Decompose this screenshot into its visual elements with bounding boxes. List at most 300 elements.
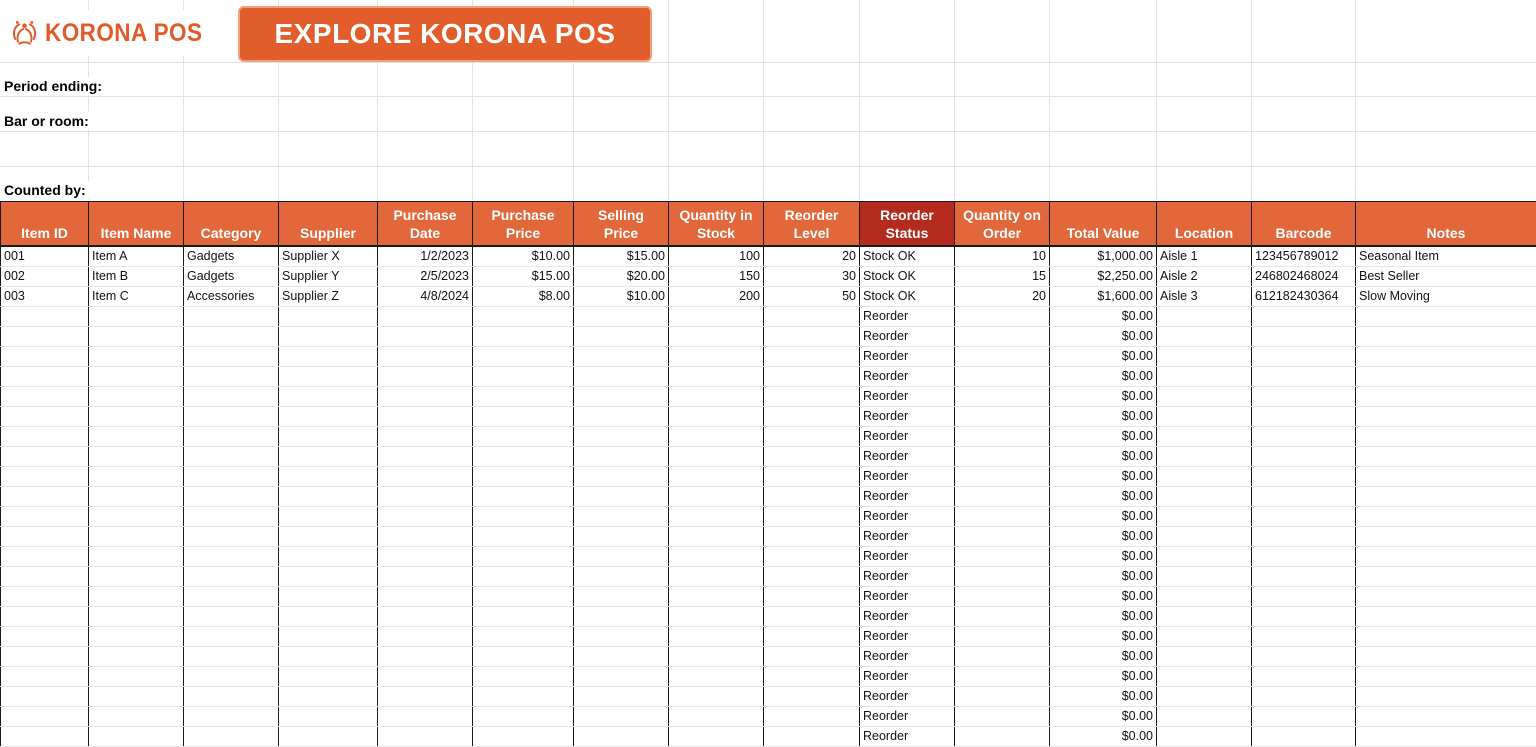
column-header-qty-stock[interactable] [669, 202, 764, 247]
cell-qty-stock[interactable] [669, 327, 764, 347]
cell-category[interactable] [184, 687, 279, 707]
cell-location[interactable] [1157, 547, 1252, 567]
cell-notes[interactable] [1356, 367, 1536, 387]
cell-purchase-date[interactable] [378, 707, 473, 727]
cell-qty-stock[interactable] [669, 547, 764, 567]
cell-total-value[interactable]: $0.00 [1050, 647, 1157, 667]
cell-item-name[interactable] [89, 547, 184, 567]
cell-purchase-price[interactable] [473, 427, 574, 447]
cell-barcode[interactable] [1252, 487, 1356, 507]
cell-qty-order[interactable] [955, 507, 1050, 527]
cell-item-id[interactable] [1, 687, 89, 707]
cell-qty-stock[interactable] [669, 667, 764, 687]
cell-purchase-date[interactable] [378, 647, 473, 667]
cell-total-value[interactable]: $0.00 [1050, 707, 1157, 727]
cell-reorder-level[interactable]: 20 [764, 246, 860, 267]
cell-category[interactable] [184, 327, 279, 347]
cell-reorder-level[interactable] [764, 727, 860, 747]
cell-qty-stock[interactable] [669, 307, 764, 327]
cell-item-name[interactable] [89, 527, 184, 547]
cell-location[interactable]: Aisle 3 [1157, 287, 1252, 307]
cell-reorder-level[interactable]: 30 [764, 267, 860, 287]
korona-pos-logo[interactable] [10, 10, 220, 56]
cell-reorder-level[interactable] [764, 367, 860, 387]
cell-supplier[interactable] [279, 427, 378, 447]
cell-item-id[interactable] [1, 347, 89, 367]
cell-location[interactable] [1157, 367, 1252, 387]
cell-qty-stock[interactable] [669, 567, 764, 587]
cell-item-id[interactable] [1, 647, 89, 667]
cell-category[interactable] [184, 387, 279, 407]
cell-total-value[interactable]: $0.00 [1050, 467, 1157, 487]
cell-location[interactable]: Aisle 2 [1157, 267, 1252, 287]
cell-barcode[interactable] [1252, 367, 1356, 387]
cell-category[interactable] [184, 527, 279, 547]
cell-reorder-status[interactable]: Reorder [860, 327, 955, 347]
cell-item-id[interactable] [1, 587, 89, 607]
cell-notes[interactable] [1356, 447, 1536, 467]
cell-selling-price[interactable] [574, 687, 669, 707]
cell-qty-order[interactable] [955, 527, 1050, 547]
cell-qty-stock[interactable] [669, 527, 764, 547]
cell-qty-order[interactable] [955, 627, 1050, 647]
cell-item-name[interactable] [89, 327, 184, 347]
cell-supplier[interactable] [279, 687, 378, 707]
cell-selling-price[interactable] [574, 327, 669, 347]
cell-qty-order[interactable] [955, 587, 1050, 607]
cell-selling-price[interactable] [574, 387, 669, 407]
cell-location[interactable] [1157, 327, 1252, 347]
cell-qty-stock[interactable] [669, 447, 764, 467]
cell-notes[interactable] [1356, 707, 1536, 727]
cell-reorder-level[interactable] [764, 667, 860, 687]
cell-qty-stock[interactable] [669, 507, 764, 527]
cell-qty-order[interactable] [955, 307, 1050, 327]
cell-location[interactable] [1157, 347, 1252, 367]
cell-category[interactable] [184, 667, 279, 687]
cell-reorder-status[interactable]: Reorder [860, 627, 955, 647]
cell-barcode[interactable] [1252, 527, 1356, 547]
cell-purchase-date[interactable] [378, 347, 473, 367]
cell-selling-price[interactable] [574, 307, 669, 327]
cell-supplier[interactable] [279, 547, 378, 567]
cell-purchase-date[interactable]: 4/8/2024 [378, 287, 473, 307]
cell-selling-price[interactable] [574, 587, 669, 607]
cell-purchase-price[interactable] [473, 587, 574, 607]
column-header-purchase-price[interactable] [473, 202, 574, 247]
cell-reorder-level[interactable] [764, 507, 860, 527]
cell-supplier[interactable] [279, 607, 378, 627]
cell-purchase-price[interactable] [473, 367, 574, 387]
cell-selling-price[interactable] [574, 447, 669, 467]
cell-category[interactable] [184, 467, 279, 487]
cell-total-value[interactable]: $0.00 [1050, 727, 1157, 747]
cell-item-name[interactable] [89, 347, 184, 367]
cell-reorder-status[interactable]: Reorder [860, 587, 955, 607]
cell-category[interactable] [184, 447, 279, 467]
cell-location[interactable] [1157, 507, 1252, 527]
cell-notes[interactable] [1356, 627, 1536, 647]
cell-selling-price[interactable] [574, 667, 669, 687]
column-header-total-value[interactable] [1050, 202, 1157, 247]
cell-item-id[interactable] [1, 327, 89, 347]
cell-barcode[interactable] [1252, 427, 1356, 447]
cell-qty-order[interactable] [955, 687, 1050, 707]
cell-purchase-date[interactable] [378, 527, 473, 547]
cell-reorder-status[interactable]: Reorder [860, 387, 955, 407]
cell-reorder-status[interactable]: Reorder [860, 347, 955, 367]
cell-purchase-date[interactable] [378, 407, 473, 427]
cell-selling-price[interactable] [574, 367, 669, 387]
cell-selling-price[interactable] [574, 407, 669, 427]
cell-supplier[interactable] [279, 387, 378, 407]
cell-notes[interactable] [1356, 667, 1536, 687]
cell-item-name[interactable] [89, 447, 184, 467]
cell-supplier[interactable] [279, 347, 378, 367]
cell-purchase-date[interactable] [378, 547, 473, 567]
cell-qty-stock[interactable] [669, 587, 764, 607]
cell-item-id[interactable] [1, 547, 89, 567]
cell-item-name[interactable] [89, 647, 184, 667]
cell-notes[interactable] [1356, 507, 1536, 527]
cell-total-value[interactable]: $0.00 [1050, 407, 1157, 427]
cell-purchase-price[interactable]: $10.00 [473, 246, 574, 267]
cell-barcode[interactable] [1252, 647, 1356, 667]
cell-reorder-level[interactable] [764, 567, 860, 587]
cell-location[interactable] [1157, 727, 1252, 747]
cell-category[interactable] [184, 627, 279, 647]
cell-barcode[interactable] [1252, 387, 1356, 407]
cell-category[interactable] [184, 347, 279, 367]
cell-category[interactable] [184, 587, 279, 607]
cell-barcode[interactable] [1252, 607, 1356, 627]
cell-qty-stock[interactable]: 200 [669, 287, 764, 307]
cell-item-name[interactable] [89, 667, 184, 687]
cell-supplier[interactable]: Supplier X [279, 246, 378, 267]
cell-item-name[interactable] [89, 367, 184, 387]
cell-barcode[interactable] [1252, 467, 1356, 487]
cell-reorder-level[interactable] [764, 467, 860, 487]
cell-location[interactable] [1157, 307, 1252, 327]
cell-location[interactable] [1157, 387, 1252, 407]
cell-reorder-level[interactable] [764, 587, 860, 607]
cell-selling-price[interactable]: $10.00 [574, 287, 669, 307]
cell-qty-order[interactable] [955, 407, 1050, 427]
cell-total-value[interactable]: $0.00 [1050, 607, 1157, 627]
cell-item-id[interactable] [1, 567, 89, 587]
cell-notes[interactable] [1356, 427, 1536, 447]
column-header-item-name[interactable] [89, 202, 184, 247]
cell-location[interactable] [1157, 667, 1252, 687]
cell-reorder-level[interactable] [764, 327, 860, 347]
cell-location[interactable] [1157, 447, 1252, 467]
cell-barcode[interactable] [1252, 687, 1356, 707]
cell-supplier[interactable] [279, 447, 378, 467]
cell-item-id[interactable] [1, 307, 89, 327]
cell-qty-stock[interactable] [669, 707, 764, 727]
cell-supplier[interactable] [279, 567, 378, 587]
cell-purchase-price[interactable] [473, 467, 574, 487]
cell-supplier[interactable] [279, 307, 378, 327]
cell-reorder-level[interactable] [764, 427, 860, 447]
cell-total-value[interactable]: $1,000.00 [1050, 246, 1157, 267]
cell-reorder-level[interactable] [764, 647, 860, 667]
cell-notes[interactable] [1356, 407, 1536, 427]
cell-purchase-price[interactable] [473, 667, 574, 687]
cell-location[interactable] [1157, 587, 1252, 607]
cell-purchase-date[interactable]: 1/2/2023 [378, 246, 473, 267]
cell-reorder-level[interactable]: 50 [764, 287, 860, 307]
cell-qty-stock[interactable] [669, 647, 764, 667]
cell-purchase-date[interactable] [378, 507, 473, 527]
cell-total-value[interactable]: $0.00 [1050, 507, 1157, 527]
cell-purchase-price[interactable] [473, 707, 574, 727]
cell-item-id[interactable] [1, 727, 89, 747]
column-header-barcode[interactable] [1252, 202, 1356, 247]
cell-item-id[interactable] [1, 507, 89, 527]
cell-barcode[interactable] [1252, 727, 1356, 747]
cell-qty-stock[interactable]: 100 [669, 246, 764, 267]
cell-item-name[interactable] [89, 567, 184, 587]
cell-notes[interactable] [1356, 387, 1536, 407]
cell-item-name[interactable]: Item A [89, 246, 184, 267]
cell-reorder-status[interactable]: Reorder [860, 727, 955, 747]
column-header-qty-order[interactable] [955, 202, 1050, 247]
cell-barcode[interactable] [1252, 567, 1356, 587]
cell-item-id[interactable] [1, 407, 89, 427]
cell-purchase-date[interactable] [378, 427, 473, 447]
cell-reorder-status[interactable]: Reorder [860, 447, 955, 467]
cell-barcode[interactable] [1252, 627, 1356, 647]
cell-purchase-date[interactable] [378, 627, 473, 647]
cell-total-value[interactable]: $0.00 [1050, 487, 1157, 507]
cell-selling-price[interactable] [574, 487, 669, 507]
cell-reorder-level[interactable] [764, 387, 860, 407]
cell-purchase-price[interactable] [473, 407, 574, 427]
cell-barcode[interactable] [1252, 347, 1356, 367]
cell-qty-stock[interactable] [669, 487, 764, 507]
cell-reorder-level[interactable] [764, 607, 860, 627]
cell-purchase-price[interactable] [473, 487, 574, 507]
cell-reorder-status[interactable]: Reorder [860, 547, 955, 567]
cell-category[interactable] [184, 487, 279, 507]
cell-barcode[interactable] [1252, 547, 1356, 567]
cell-item-name[interactable] [89, 407, 184, 427]
cell-reorder-status[interactable]: Reorder [860, 407, 955, 427]
cell-purchase-price[interactable] [473, 527, 574, 547]
cell-purchase-date[interactable]: 2/5/2023 [378, 267, 473, 287]
cell-category[interactable] [184, 647, 279, 667]
cell-item-id[interactable] [1, 627, 89, 647]
cell-item-name[interactable] [89, 587, 184, 607]
cell-barcode[interactable] [1252, 667, 1356, 687]
column-header-purchase-date[interactable] [378, 202, 473, 247]
cell-category[interactable] [184, 707, 279, 727]
cell-qty-order[interactable] [955, 367, 1050, 387]
column-header-supplier[interactable] [279, 202, 378, 247]
cell-purchase-date[interactable] [378, 447, 473, 467]
cell-location[interactable] [1157, 567, 1252, 587]
cell-selling-price[interactable] [574, 647, 669, 667]
cell-selling-price[interactable] [574, 507, 669, 527]
cell-reorder-level[interactable] [764, 627, 860, 647]
cell-purchase-date[interactable] [378, 487, 473, 507]
cell-reorder-status[interactable]: Reorder [860, 667, 955, 687]
cell-total-value[interactable]: $0.00 [1050, 387, 1157, 407]
cell-supplier[interactable] [279, 407, 378, 427]
cell-selling-price[interactable]: $20.00 [574, 267, 669, 287]
cell-total-value[interactable]: $0.00 [1050, 447, 1157, 467]
cell-reorder-status[interactable]: Reorder [860, 527, 955, 547]
cell-selling-price[interactable] [574, 547, 669, 567]
cell-category[interactable] [184, 307, 279, 327]
cell-qty-stock[interactable] [669, 467, 764, 487]
cell-item-name[interactable] [89, 727, 184, 747]
cell-selling-price[interactable] [574, 607, 669, 627]
cell-supplier[interactable] [279, 627, 378, 647]
cell-item-id[interactable]: 002 [1, 267, 89, 287]
cell-category[interactable]: Gadgets [184, 267, 279, 287]
cell-barcode[interactable] [1252, 447, 1356, 467]
cell-supplier[interactable] [279, 647, 378, 667]
cell-selling-price[interactable]: $15.00 [574, 246, 669, 267]
cell-purchase-price[interactable] [473, 507, 574, 527]
cell-item-id[interactable]: 003 [1, 287, 89, 307]
cell-location[interactable]: Aisle 1 [1157, 246, 1252, 267]
cell-reorder-level[interactable] [764, 447, 860, 467]
cell-reorder-level[interactable] [764, 307, 860, 327]
cell-qty-order[interactable] [955, 607, 1050, 627]
cell-purchase-date[interactable] [378, 307, 473, 327]
cell-item-name[interactable] [89, 707, 184, 727]
cell-supplier[interactable] [279, 487, 378, 507]
cell-total-value[interactable]: $0.00 [1050, 547, 1157, 567]
cell-item-name[interactable]: Item C [89, 287, 184, 307]
cell-item-id[interactable] [1, 427, 89, 447]
cell-selling-price[interactable] [574, 347, 669, 367]
cell-qty-order[interactable]: 20 [955, 287, 1050, 307]
cell-reorder-level[interactable] [764, 687, 860, 707]
cell-location[interactable] [1157, 627, 1252, 647]
cell-notes[interactable] [1356, 727, 1536, 747]
cell-item-id[interactable] [1, 367, 89, 387]
cell-item-id[interactable]: 001 [1, 246, 89, 267]
cell-location[interactable] [1157, 647, 1252, 667]
cell-reorder-status[interactable]: Reorder [860, 307, 955, 327]
cell-category[interactable] [184, 427, 279, 447]
cell-purchase-date[interactable] [378, 587, 473, 607]
cell-qty-stock[interactable] [669, 607, 764, 627]
cell-reorder-status[interactable]: Reorder [860, 487, 955, 507]
cell-purchase-date[interactable] [378, 567, 473, 587]
cell-category[interactable] [184, 607, 279, 627]
cell-reorder-status[interactable]: Reorder [860, 467, 955, 487]
cell-reorder-status[interactable]: Reorder [860, 707, 955, 727]
cell-notes[interactable] [1356, 687, 1536, 707]
cell-item-id[interactable] [1, 487, 89, 507]
cell-purchase-date[interactable] [378, 687, 473, 707]
cell-qty-order[interactable] [955, 447, 1050, 467]
cell-item-name[interactable] [89, 687, 184, 707]
cell-qty-order[interactable] [955, 327, 1050, 347]
cell-supplier[interactable] [279, 367, 378, 387]
cell-purchase-price[interactable] [473, 307, 574, 327]
cell-total-value[interactable]: $0.00 [1050, 527, 1157, 547]
cell-reorder-level[interactable] [764, 347, 860, 367]
cell-qty-stock[interactable] [669, 387, 764, 407]
cell-location[interactable] [1157, 707, 1252, 727]
cell-item-name[interactable] [89, 307, 184, 327]
cell-category[interactable]: Accessories [184, 287, 279, 307]
cell-purchase-date[interactable] [378, 467, 473, 487]
cell-purchase-price[interactable] [473, 627, 574, 647]
cell-selling-price[interactable] [574, 467, 669, 487]
cell-qty-order[interactable] [955, 387, 1050, 407]
cell-qty-stock[interactable] [669, 367, 764, 387]
cell-purchase-date[interactable] [378, 727, 473, 747]
cell-purchase-price[interactable] [473, 447, 574, 467]
cell-purchase-date[interactable] [378, 387, 473, 407]
cell-notes[interactable] [1356, 307, 1536, 327]
cell-purchase-price[interactable] [473, 607, 574, 627]
cell-purchase-price[interactable] [473, 647, 574, 667]
cell-reorder-level[interactable] [764, 707, 860, 727]
cell-category[interactable] [184, 407, 279, 427]
cell-reorder-level[interactable] [764, 527, 860, 547]
cell-item-id[interactable] [1, 447, 89, 467]
cell-purchase-date[interactable] [378, 367, 473, 387]
cell-location[interactable] [1157, 407, 1252, 427]
cell-qty-order[interactable] [955, 567, 1050, 587]
cell-supplier[interactable]: Supplier Y [279, 267, 378, 287]
cell-reorder-status[interactable]: Reorder [860, 427, 955, 447]
cell-supplier[interactable] [279, 707, 378, 727]
cell-notes[interactable]: Slow Moving [1356, 287, 1536, 307]
cell-item-id[interactable] [1, 387, 89, 407]
cell-supplier[interactable]: Supplier Z [279, 287, 378, 307]
cell-qty-order[interactable] [955, 487, 1050, 507]
cell-category[interactable] [184, 507, 279, 527]
cell-purchase-price[interactable] [473, 687, 574, 707]
cell-reorder-status[interactable]: Reorder [860, 567, 955, 587]
cell-supplier[interactable] [279, 527, 378, 547]
cell-purchase-date[interactable] [378, 607, 473, 627]
cell-location[interactable] [1157, 687, 1252, 707]
cell-selling-price[interactable] [574, 567, 669, 587]
cell-qty-stock[interactable] [669, 407, 764, 427]
cell-reorder-status[interactable]: Reorder [860, 687, 955, 707]
cell-notes[interactable] [1356, 527, 1536, 547]
cell-selling-price[interactable] [574, 527, 669, 547]
cell-notes[interactable] [1356, 607, 1536, 627]
cell-barcode[interactable]: 246802468024 [1252, 267, 1356, 287]
cell-supplier[interactable] [279, 667, 378, 687]
cell-barcode[interactable] [1252, 327, 1356, 347]
column-header-category[interactable] [184, 202, 279, 247]
cell-item-id[interactable] [1, 667, 89, 687]
cell-qty-order[interactable]: 15 [955, 267, 1050, 287]
cell-total-value[interactable]: $0.00 [1050, 327, 1157, 347]
cell-reorder-level[interactable] [764, 487, 860, 507]
cell-item-name[interactable] [89, 507, 184, 527]
cell-reorder-status[interactable]: Reorder [860, 507, 955, 527]
cell-total-value[interactable]: $0.00 [1050, 427, 1157, 447]
cell-barcode[interactable] [1252, 587, 1356, 607]
cell-supplier[interactable] [279, 327, 378, 347]
cell-total-value[interactable]: $0.00 [1050, 367, 1157, 387]
cell-location[interactable] [1157, 467, 1252, 487]
cell-purchase-price[interactable]: $8.00 [473, 287, 574, 307]
